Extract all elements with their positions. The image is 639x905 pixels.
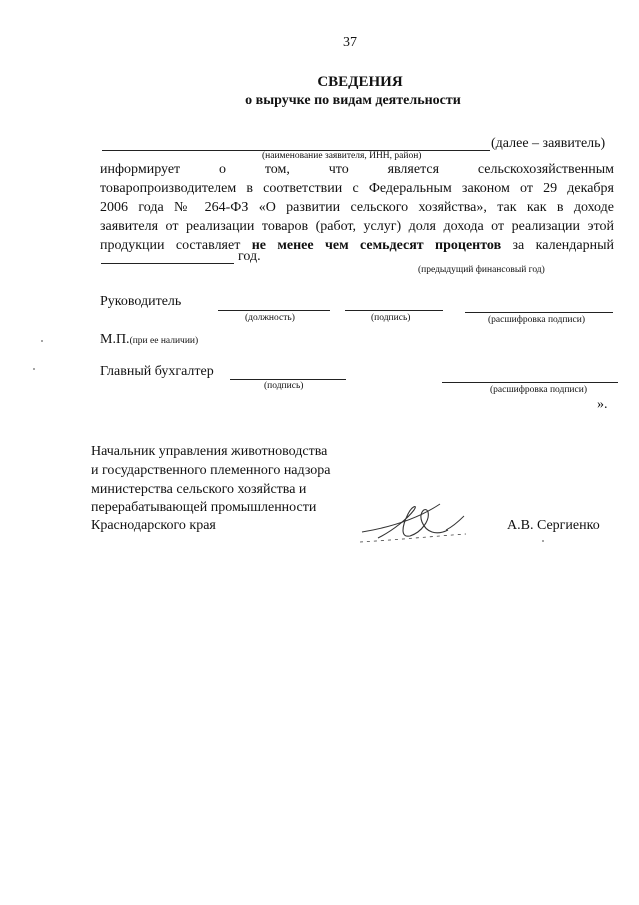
body-word: о	[219, 162, 227, 177]
body-word: информирует	[100, 162, 181, 177]
stamp-note: (при ее наличии)	[129, 336, 199, 346]
signatory-position-line-5: Краснодарского края	[91, 518, 216, 533]
body-text: за календарный	[512, 238, 614, 253]
body-line-2: товаропроизводителем в соответствии с Федеральным законом от 29 декабря	[100, 181, 614, 196]
body-text: продукции составляет	[100, 238, 241, 253]
body-word: что	[328, 162, 349, 177]
signatory-name: А.В. Сергиенко	[507, 518, 600, 533]
signatory-position-line-1: Начальник управления животноводства	[91, 444, 328, 459]
signatory-position-line-4: перерабатывающей промышленности	[91, 500, 317, 515]
body-line-4: заявителя от реализации товаров (работ, услуг) доля дохода от реализации этой	[100, 219, 614, 234]
applicant-caption: (наименование заявителя, ИНН, район)	[262, 151, 422, 161]
head-decoding-line	[465, 312, 613, 313]
accountant-decoding-caption: (расшифровка подписи)	[490, 385, 587, 395]
head-decoding-caption: (расшифровка подписи)	[488, 315, 585, 325]
body-line-1	[100, 162, 614, 178]
accountant-label: Главный бухгалтер	[100, 364, 214, 379]
stamp-abbrev: М.П.	[100, 332, 130, 347]
body-word: является	[387, 162, 440, 177]
head-position-line	[218, 310, 330, 311]
head-signature-line	[345, 310, 443, 311]
body-word: сельскохозяйственным	[477, 162, 615, 177]
accountant-decoding-line	[442, 382, 618, 383]
stamp-label	[100, 332, 198, 348]
period-caption: (предыдущий финансовый год)	[418, 265, 545, 275]
scan-speck	[33, 368, 35, 370]
body-line-3: 2006 года № 264-ФЗ «О развитии сельского хозяйства», так как в доходе	[100, 200, 614, 215]
body-line-6-end: год.	[238, 249, 261, 264]
body-line-5	[100, 238, 614, 254]
document-subtitle: о выручке по видам деятельности	[245, 93, 461, 108]
applicant-suffix: (далее – заявитель)	[491, 136, 606, 151]
scan-speck	[542, 540, 544, 542]
signatory-position-line-3: министерства сельского хозяйства и	[91, 482, 307, 497]
handwritten-signature	[356, 490, 486, 550]
closing-quote: ».	[597, 397, 608, 412]
head-signature-caption: (подпись)	[371, 313, 411, 323]
period-blank-line	[101, 263, 234, 264]
signatory-position-line-2: и государственного племенного надзора	[91, 463, 331, 478]
head-label: Руководитель	[100, 294, 182, 309]
head-position-caption: (должность)	[245, 313, 295, 323]
page-number: 37	[343, 35, 357, 50]
scan-speck	[41, 340, 43, 342]
accountant-signature-caption: (подпись)	[264, 381, 304, 391]
document-title: СВЕДЕНИЯ	[317, 74, 403, 90]
body-bold-text: не менее чем семьдесят процентов	[251, 238, 502, 253]
accountant-signature-line	[230, 379, 346, 380]
body-word: том,	[264, 162, 290, 177]
